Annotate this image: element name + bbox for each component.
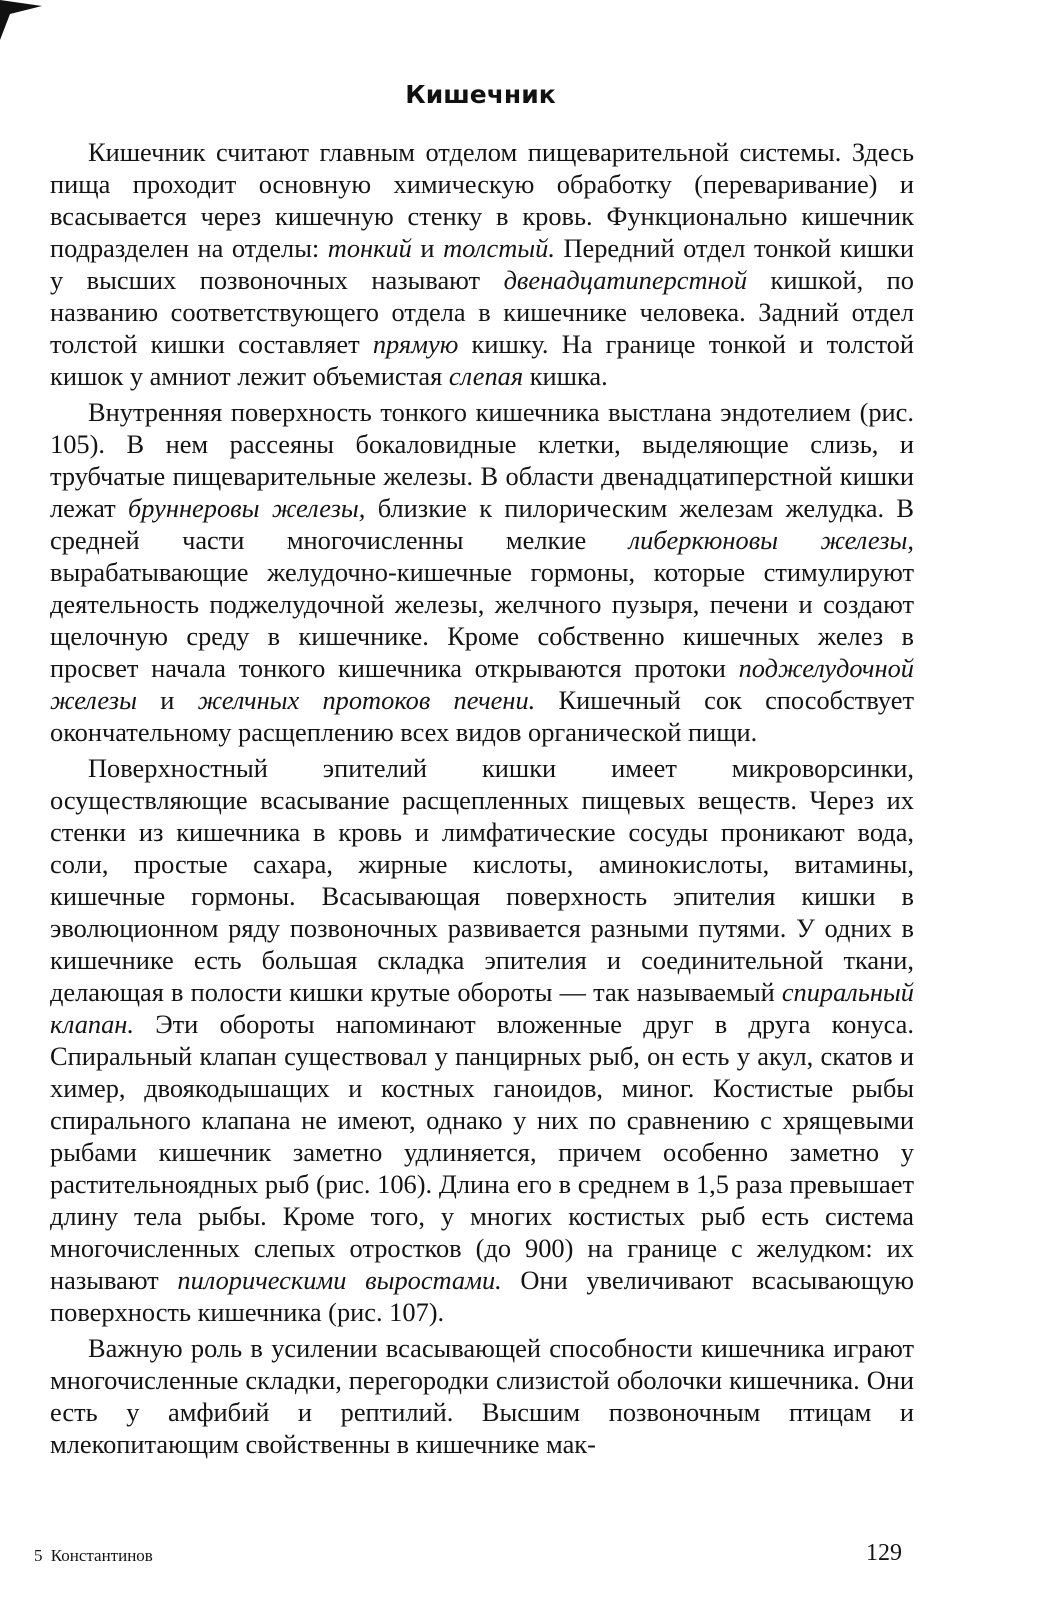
text-run: кишка.: [523, 361, 608, 391]
italic-term: поджелудочной железы: [50, 653, 914, 715]
text-run: вырабатывающие желудочно-кишечные гормоны, которые стимулируют деятельность поджелудочной железы, желчного пузыря, печени и создают щелочную среду в кишечнике. Кроме собственно кишечных желез в просвет начала тонкого кишечника открываются протоки: [50, 557, 914, 683]
italic-term: спиральный клапан.: [50, 977, 914, 1039]
italic-term: тонкий: [327, 233, 412, 263]
body-text: [50, 136, 914, 1464]
italic-term: бруннеровы железы,: [128, 493, 366, 523]
text-run: Кишечный сок способствует окончательному расщеплению всех видов органической пищи.: [50, 685, 914, 747]
paragraph: [50, 752, 914, 1328]
italic-term: прямую: [372, 329, 459, 359]
page-footer-signature: [34, 1546, 153, 1566]
paragraph: [50, 136, 914, 392]
paragraph: [50, 396, 914, 748]
signature-mark: 5: [34, 1546, 43, 1565]
text-run: Они увеличивают всасывающую поверхность кишечника (рис. 107).: [50, 1265, 914, 1327]
scan-corner-mark: [0, 0, 42, 40]
text-run: близкие к пилорическим железам желудка. В средней части многочисленны мелкие: [50, 493, 914, 555]
italic-term: желчных протоков печени.: [197, 685, 536, 715]
text-run: Кишечник считают главным отделом пищеварительной системы. Здесь пища проходит основную химическую обработку (переваривание) и всасывается через кишечную стенку в кровь. Функционально кишечник подразделен на отделы:: [50, 137, 914, 263]
paragraph: [50, 1332, 914, 1460]
italic-term: двенадцатиперстной: [503, 265, 748, 295]
italic-term: пилорическими выростами.: [177, 1265, 502, 1295]
text-run: Передний отдел тонкой кишки у высших позвоночных называют: [50, 233, 914, 295]
text-run: Поверхностный эпителий кишки имеет микроворсинки, осуществляющие всасывание расщепленных пищевых веществ. Через их стенки из кишечника в кровь и лимфатические сосуды проникают вода, соли, простые сахара, жирные кислоты, аминокислоты, витамины, кишечные гормоны. Всасывающая поверхность эпителия кишки в эволюционном ряду позвоночных развивается разными путями. У одних в кишечнике есть большая складка эпителия и соединительной ткани, делающая в полости кишки крутые обороты — так называемый: [50, 753, 914, 1007]
text-run: и: [411, 233, 444, 263]
italic-term: толстый.: [443, 233, 555, 263]
text-run: Эти обороты напоминают вложенные друг в друга конуса. Спиральный клапан существовал у панцирных рыб, он есть у акул, скатов и химер, двоякодышащих и костных ганоидов, миног. Костистые рыбы спирального клапана не имеют, однако у них по сравнению с хрящевыми рыбами кишечник заметно удлиняется, причем особенно заметно у растительноядных рыб (рис. 106). Длина его в среднем в 1,5 раза превышает длину тела рыбы. Кроме того, у многих костистых рыб есть система многочисленных слепых отростков (до 900) на границе с желудком: их называют: [50, 1009, 914, 1295]
text-run: кишку. На границе тонкой и толстой кишок у амниот лежит объемистая: [50, 329, 914, 391]
page-heading: Кишечник: [405, 80, 556, 109]
text-run: Важную роль в усилении всасывающей способности кишечника играют многочисленные складки, перегородки слизистой оболочки кишечника. Они есть у амфибий и рептилий. Высшим позвоночным птицам и млекопитающим свойственны в кишечнике мак-: [50, 1333, 914, 1459]
author-name: Константинов: [50, 1546, 153, 1565]
text-run: Внутренняя поверхность тонкого кишечника выстлана эндотелием (рис. 105). В нем рассеяны бокаловидные клетки, выделяющие слизь, и трубчатые пищеварительные железы. В области двенадцатиперстной кишки лежат: [50, 397, 914, 523]
page-number: 129: [866, 1540, 902, 1566]
text-run: кишкой, по названию соответствующего отдела в кишечнике человека. Задний отдел толстой кишки составляет: [50, 265, 914, 359]
text-run: и: [136, 685, 198, 715]
italic-term: слепая: [448, 361, 524, 391]
italic-term: либеркюновы железы,: [628, 525, 914, 555]
